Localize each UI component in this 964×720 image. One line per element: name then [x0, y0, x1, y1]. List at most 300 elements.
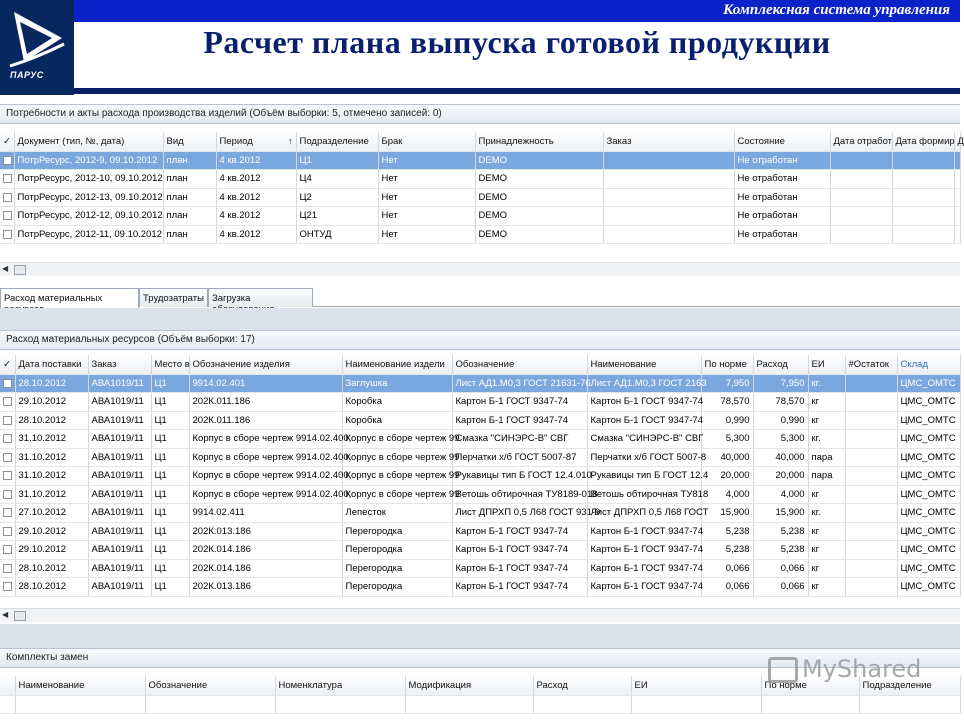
table-cell: Картон Б-1 ГОСТ 9347-74: [587, 522, 701, 541]
kits-col-header[interactable]: Номенклатура: [275, 676, 405, 695]
table-cell: DEMO: [475, 207, 603, 226]
table-row[interactable]: [0, 504, 960, 523]
slide-header: [0, 0, 960, 97]
table-cell: 0,066: [701, 578, 753, 597]
table-cell: 7,950: [701, 374, 753, 393]
row-checkbox[interactable]: [3, 156, 12, 165]
table-cell: Ц1: [151, 522, 189, 541]
row-checkbox[interactable]: [3, 397, 12, 406]
row-checkbox[interactable]: [3, 453, 12, 462]
table-cell: ЦМС_ОМТС: [897, 559, 960, 578]
row-checkbox[interactable]: [3, 434, 12, 443]
table-cell: [603, 151, 734, 170]
kits-panel-caption: Комплекты замен: [0, 648, 960, 668]
table-cell: [845, 374, 897, 393]
table-cell: кг.: [808, 504, 845, 523]
table-cell: 202К.011.186: [189, 393, 342, 412]
materials-header-row: [0, 355, 960, 374]
table-cell: Лист АД1.М0,3 ГОСТ 2163: [587, 374, 701, 393]
table-cell: 28.10.2012: [15, 578, 88, 597]
row-checkbox[interactable]: [3, 230, 12, 239]
table-cell: 9914.02.401: [189, 374, 342, 393]
needs-grid[interactable]: [0, 132, 964, 244]
table-cell: 0,990: [753, 411, 808, 430]
table-cell: 5,300: [701, 430, 753, 449]
table-row[interactable]: [0, 559, 960, 578]
row-checkbox[interactable]: [3, 379, 12, 388]
table-cell: 27.10.2012: [15, 504, 88, 523]
table-cell: Лист АД1.М0,3 ГОСТ 21631-76: [452, 374, 587, 393]
table-cell: [845, 393, 897, 412]
needs-col-header[interactable]: Состояние: [734, 132, 830, 151]
table-cell: АВА1019/11: [88, 522, 151, 541]
table-cell: Ц1: [296, 151, 378, 170]
table-cell: Ц1: [151, 430, 189, 449]
kits-col-header[interactable]: Наименование: [15, 676, 145, 695]
kits-col-header[interactable]: По норме: [761, 676, 859, 695]
kits-col-header[interactable]: Подразделение: [859, 676, 960, 695]
scroll-thumb[interactable]: [14, 265, 26, 275]
table-cell: ЦМС_ОМТС: [897, 411, 960, 430]
table-cell: 4 кв.2012: [216, 207, 296, 226]
materials-grid-body: [0, 374, 960, 596]
row-checkbox[interactable]: [3, 471, 12, 480]
table-cell: Не отработан: [734, 207, 830, 226]
needs-col-header[interactable]: Документ (тип, №, дата): [14, 132, 163, 151]
detail-tabs: [0, 288, 960, 307]
table-cell: Лепесток: [342, 504, 452, 523]
materials-col-header[interactable]: ЕИ: [808, 355, 845, 374]
table-cell: 31.10.2012: [15, 485, 88, 504]
table-row[interactable]: [0, 467, 960, 486]
slide-title: Расчет плана выпуска готовой продукции: [203, 24, 831, 60]
table-cell: 0,066: [753, 578, 808, 597]
table-cell: кг.: [808, 430, 845, 449]
table-cell: Картон Б-1 ГОСТ 9347-74: [452, 411, 587, 430]
table-cell: 202К.011.186: [189, 411, 342, 430]
needs-col-header[interactable]: Принадлежность: [475, 132, 603, 151]
row-checkbox-cell[interactable]: [0, 225, 14, 244]
table-cell: 28.10.2012: [15, 559, 88, 578]
table-cell: [892, 207, 954, 226]
table-cell: АВА1019/11: [88, 467, 151, 486]
table-cell: 202К.014.186: [189, 559, 342, 578]
table-cell: 202К.013.186: [189, 578, 342, 597]
scroll-thumb[interactable]: [14, 611, 26, 621]
table-cell: Нет: [378, 151, 475, 170]
table-cell: кг: [808, 541, 845, 560]
table-cell: АВА1019/11: [88, 430, 151, 449]
materials-col-header[interactable]: ✓: [0, 355, 15, 374]
table-row[interactable]: [0, 522, 960, 541]
table-cell: Ц1: [151, 559, 189, 578]
table-cell: Ц1: [151, 374, 189, 393]
table-cell: Ц1: [151, 393, 189, 412]
row-checkbox-cell[interactable]: [0, 151, 14, 170]
table-cell: Не отработан: [734, 170, 830, 189]
table-cell: [845, 411, 897, 430]
table-cell: [892, 225, 954, 244]
table-cell: 4 кв.2012: [216, 225, 296, 244]
table-cell: кг: [808, 522, 845, 541]
table-cell: [845, 541, 897, 560]
table-cell: кг: [808, 559, 845, 578]
table-cell: 0,066: [753, 559, 808, 578]
needs-col-header[interactable]: Д: [954, 132, 960, 151]
table-cell: кг: [808, 411, 845, 430]
needs-col-header[interactable]: Вид: [163, 132, 216, 151]
table-cell: ПотрРесурс, 2012-11, 09.10.2012: [14, 225, 163, 244]
row-checkbox-cell[interactable]: [0, 467, 15, 486]
table-cell: 4 кв.2012: [216, 170, 296, 189]
row-checkbox-cell[interactable]: [0, 411, 15, 430]
table-cell: 7,950: [753, 374, 808, 393]
row-checkbox-cell[interactable]: [0, 559, 15, 578]
table-cell: 40,000: [701, 448, 753, 467]
table-cell: 78,570: [701, 393, 753, 412]
table-cell: Коробка: [342, 393, 452, 412]
table-cell: 31.10.2012: [15, 467, 88, 486]
table-cell: [603, 225, 734, 244]
table-cell: Ц1: [151, 504, 189, 523]
table-row[interactable]: [0, 170, 960, 189]
table-cell: DEMO: [475, 151, 603, 170]
table-cell: план: [163, 207, 216, 226]
table-cell: ЦМС_ОМТС: [897, 393, 960, 412]
table-cell: 5,238: [701, 541, 753, 560]
table-cell: Не отработан: [734, 225, 830, 244]
parus-logo: [0, 0, 74, 95]
table-cell: [845, 559, 897, 578]
scroll-left-icon[interactable]: ◀: [2, 264, 9, 273]
table-cell: Корпус в сборе чертеж 9914.02.400,: [189, 467, 342, 486]
table-cell: ЦМС_ОМТС: [897, 467, 960, 486]
row-checkbox[interactable]: [3, 527, 12, 536]
table-row[interactable]: [0, 485, 960, 504]
materials-grid[interactable]: [0, 355, 961, 597]
table-cell: Перегородка: [342, 541, 452, 560]
table-cell: АВА1019/11: [88, 393, 151, 412]
table-cell: ЦМС_ОМТС: [897, 541, 960, 560]
table-cell: кг.: [808, 374, 845, 393]
table-cell: [954, 188, 960, 207]
table-cell: [892, 151, 954, 170]
table-cell: Картон Б-1 ГОСТ 9347-74: [587, 541, 701, 560]
table-cell: 29.10.2012: [15, 541, 88, 560]
table-cell: 15,900: [753, 504, 808, 523]
table-cell: Корпус в сборе чертеж 99: [342, 448, 452, 467]
materials-col-header[interactable]: Наименование: [587, 355, 701, 374]
needs-col-header[interactable]: ✓: [0, 132, 14, 151]
table-cell: [830, 170, 892, 189]
row-checkbox[interactable]: [3, 582, 12, 591]
table-row[interactable]: [0, 374, 960, 393]
table-cell: [954, 170, 960, 189]
scroll-left-icon[interactable]: ◀: [2, 610, 9, 619]
kits-select-header: [0, 676, 15, 695]
row-checkbox[interactable]: [3, 193, 12, 202]
table-cell: Лист ДПРХП 0,5 Л68 ГОСТ 931-9: [452, 504, 587, 523]
panel-spacer: [0, 308, 960, 330]
table-cell: 5,238: [753, 522, 808, 541]
table-cell: DEMO: [475, 170, 603, 189]
needs-col-header[interactable]: Брак: [378, 132, 475, 151]
table-cell: Корпус в сборе чертеж 9914.02.400,: [189, 448, 342, 467]
kits-col-header[interactable]: Обозначение: [145, 676, 275, 695]
table-cell: [845, 430, 897, 449]
table-cell: Не отработан: [734, 151, 830, 170]
table-cell: ПотрРесурс, 2012-13, 09.10.2012: [14, 188, 163, 207]
tab-labor[interactable]: Трудозатраты: [139, 288, 208, 307]
kits-empty-row: [0, 695, 960, 714]
table-cell: [845, 504, 897, 523]
table-cell: 40,000: [753, 448, 808, 467]
table-cell: ЦМС_ОМТС: [897, 448, 960, 467]
table-cell: Картон Б-1 ГОСТ 9347-74: [452, 559, 587, 578]
table-cell: [845, 578, 897, 597]
row-checkbox[interactable]: [3, 545, 12, 554]
table-row[interactable]: [0, 430, 960, 449]
materials-col-header[interactable]: Расход: [753, 355, 808, 374]
table-row[interactable]: [0, 393, 960, 412]
table-cell: план: [163, 170, 216, 189]
watermark-text: MyShared: [802, 655, 922, 683]
table-cell: Ц21: [296, 207, 378, 226]
table-cell: [845, 522, 897, 541]
row-checkbox-cell[interactable]: [0, 541, 15, 560]
row-checkbox-cell[interactable]: [0, 504, 15, 523]
table-cell: ПотрРесурс, 2012-12, 09.10.2012: [14, 207, 163, 226]
table-cell: Картон Б-1 ГОСТ 9347-74: [452, 578, 587, 597]
table-cell: [830, 207, 892, 226]
table-cell: пара: [808, 467, 845, 486]
table-cell: ОНТУД: [296, 225, 378, 244]
table-cell: 5,238: [701, 522, 753, 541]
table-cell: [845, 448, 897, 467]
needs-col-header[interactable]: Дата формир: [892, 132, 954, 151]
materials-col-header[interactable]: #Остаток: [845, 355, 897, 374]
row-checkbox-cell[interactable]: [0, 393, 15, 412]
watermark: [768, 655, 921, 683]
table-cell: [892, 188, 954, 207]
table-cell: 29.10.2012: [15, 522, 88, 541]
table-row[interactable]: [0, 448, 960, 467]
row-checkbox[interactable]: [3, 416, 12, 425]
table-cell: Перегородка: [342, 522, 452, 541]
table-cell: ЦМС_ОМТС: [897, 374, 960, 393]
header-subtitle: Комплексная система управления: [723, 2, 950, 18]
table-cell: ЦМС_ОМТС: [897, 485, 960, 504]
table-cell: 31.10.2012: [15, 448, 88, 467]
row-checkbox-cell[interactable]: [0, 188, 14, 207]
table-cell: ЦМС_ОМТС: [897, 578, 960, 597]
table-cell: 4,000: [753, 485, 808, 504]
table-cell: Ц1: [151, 467, 189, 486]
table-cell: план: [163, 225, 216, 244]
table-cell: 0,066: [701, 559, 753, 578]
table-cell: 28.10.2012: [15, 374, 88, 393]
table-cell: DEMO: [475, 225, 603, 244]
table-cell: [830, 188, 892, 207]
table-cell: пара: [808, 448, 845, 467]
row-checkbox-cell[interactable]: [0, 170, 14, 189]
table-cell: Нет: [378, 207, 475, 226]
tab-materials[interactable]: Расход материальных: [0, 288, 139, 308]
table-row[interactable]: [0, 411, 960, 430]
table-cell: Не отработан: [734, 188, 830, 207]
table-cell: Нет: [378, 170, 475, 189]
table-cell: Ц1: [151, 541, 189, 560]
row-checkbox[interactable]: [3, 211, 12, 220]
table-cell: DEMO: [475, 188, 603, 207]
table-cell: [954, 225, 960, 244]
table-cell: Корпус в сборе чертеж 9914.02.400,: [189, 430, 342, 449]
tab-equipment[interactable]: Загрузка: [208, 288, 313, 307]
row-checkbox-cell[interactable]: [0, 430, 15, 449]
table-cell: [954, 207, 960, 226]
table-cell: ЦМС_ОМТС: [897, 504, 960, 523]
sail-logo-icon: [0, 0, 74, 95]
table-row[interactable]: [0, 207, 960, 226]
materials-col-header[interactable]: Обозначение: [452, 355, 587, 374]
table-cell: [845, 485, 897, 504]
sort-asc-icon: ↑: [288, 135, 293, 146]
table-cell: Корпус в сборе чертеж 99: [342, 467, 452, 486]
materials-col-header[interactable]: Наименование издели: [342, 355, 452, 374]
table-cell: Рукавицы тип Б ГОСТ 12.4.010-: [452, 467, 587, 486]
row-checkbox[interactable]: [3, 174, 12, 183]
table-cell: Коробка: [342, 411, 452, 430]
needs-col-header[interactable]: Дата отработ: [830, 132, 892, 151]
table-cell: [603, 188, 734, 207]
table-cell: 28.10.2012: [15, 411, 88, 430]
kits-col-header[interactable]: Расход: [533, 676, 631, 695]
table-row[interactable]: [0, 151, 960, 170]
table-cell: 15,900: [701, 504, 753, 523]
table-cell: 202К.014.186: [189, 541, 342, 560]
table-cell: Картон Б-1 ГОСТ 9347-74: [587, 411, 701, 430]
materials-panel-caption: Расход материальных ресурсов (Объём выборки: 17): [0, 330, 960, 350]
table-cell: кг: [808, 578, 845, 597]
header-underline: [74, 88, 960, 94]
needs-hscrollbar[interactable]: [0, 262, 960, 276]
table-cell: [603, 170, 734, 189]
row-checkbox-cell[interactable]: [0, 448, 15, 467]
row-checkbox[interactable]: [3, 490, 12, 499]
row-checkbox-cell[interactable]: [0, 207, 14, 226]
table-cell: Картон Б-1 ГОСТ 9347-74: [452, 522, 587, 541]
table-cell: [603, 207, 734, 226]
table-cell: 20,000: [753, 467, 808, 486]
table-row[interactable]: [0, 541, 960, 560]
table-cell: Лист ДПРХП 0,5 Л68 ГОСТ: [587, 504, 701, 523]
table-cell: ПотрРесурс, 2012-10, 09.10.2012: [14, 170, 163, 189]
row-checkbox[interactable]: [3, 508, 12, 517]
materials-hscrollbar[interactable]: [0, 608, 960, 622]
table-row[interactable]: [0, 578, 960, 597]
needs-panel-caption: Потребности и акты расхода производства изделий (Объём выборки: 5, отмечено записей: 0): [0, 104, 960, 124]
table-cell: Перегородка: [342, 559, 452, 578]
table-cell: 4,000: [701, 485, 753, 504]
table-cell: [830, 225, 892, 244]
table-cell: 78,570: [753, 393, 808, 412]
table-cell: Картон Б-1 ГОСТ 9347-74: [452, 393, 587, 412]
table-cell: Ц1: [151, 448, 189, 467]
table-cell: АВА1019/11: [88, 485, 151, 504]
row-checkbox-cell[interactable]: [0, 578, 15, 597]
table-cell: ЦМС_ОМТС: [897, 430, 960, 449]
materials-col-header[interactable]: Склад: [897, 355, 960, 374]
row-checkbox-cell[interactable]: [0, 485, 15, 504]
table-cell: Нет: [378, 225, 475, 244]
table-cell: кг: [808, 393, 845, 412]
needs-col-header[interactable]: Заказ: [603, 132, 734, 151]
kits-col-header[interactable]: Модификация: [405, 676, 533, 695]
table-cell: АВА1019/11: [88, 559, 151, 578]
table-cell: АВА1019/11: [88, 411, 151, 430]
table-cell: ПотрРесурс, 2012-9, 09.10.2012: [14, 151, 163, 170]
materials-col-header[interactable]: Место в: [151, 355, 189, 374]
table-cell: кг: [808, 485, 845, 504]
table-cell: 4 кв.2012: [216, 151, 296, 170]
needs-col-header[interactable]: Подразделение: [296, 132, 378, 151]
table-cell: Ц1: [151, 411, 189, 430]
table-cell: АВА1019/11: [88, 374, 151, 393]
table-cell: АВА1019/11: [88, 541, 151, 560]
logo-text: ПАРУС: [10, 70, 44, 80]
table-cell: Картон Б-1 ГОСТ 9347-74: [587, 578, 701, 597]
row-checkbox-cell[interactable]: [0, 522, 15, 541]
table-cell: Перчатки х/б ГОСТ 5007-87: [452, 448, 587, 467]
table-cell: Нет: [378, 188, 475, 207]
table-cell: Корпус в сборе чертеж 99: [342, 485, 452, 504]
materials-col-header[interactable]: По норме: [701, 355, 753, 374]
table-cell: Картон Б-1 ГОСТ 9347-74: [452, 541, 587, 560]
panel-spacer: [0, 624, 960, 648]
table-cell: АВА1019/11: [88, 578, 151, 597]
table-cell: Смазка "СИНЭРС-В" СВГ: [452, 430, 587, 449]
table-cell: Картон Б-1 ГОСТ 9347-74: [587, 559, 701, 578]
table-row[interactable]: [0, 188, 960, 207]
table-cell: план: [163, 151, 216, 170]
row-checkbox-cell[interactable]: [0, 374, 15, 393]
table-row[interactable]: [0, 225, 960, 244]
kits-col-header[interactable]: ЕИ: [631, 676, 761, 695]
materials-col-header[interactable]: Обозначение изделия: [189, 355, 342, 374]
table-cell: 9914.02.411: [189, 504, 342, 523]
table-cell: Ц1: [151, 578, 189, 597]
table-cell: 0,990: [701, 411, 753, 430]
table-cell: АВА1019/11: [88, 504, 151, 523]
table-cell: 202К.013.186: [189, 522, 342, 541]
table-cell: 31.10.2012: [15, 430, 88, 449]
table-cell: [892, 170, 954, 189]
table-cell: 5,238: [753, 541, 808, 560]
materials-col-header[interactable]: Дата поставки: [15, 355, 88, 374]
row-checkbox[interactable]: [3, 564, 12, 573]
needs-col-header[interactable]: Период ↑: [216, 132, 296, 151]
table-cell: Рукавицы тип Б ГОСТ 12.4: [587, 467, 701, 486]
header-band: [74, 0, 960, 22]
projector-icon: [768, 657, 798, 683]
table-cell: [954, 151, 960, 170]
table-cell: Ц2: [296, 188, 378, 207]
table-cell: Смазка "СИНЭРС-В" СВГ: [587, 430, 701, 449]
table-cell: АВА1019/11: [88, 448, 151, 467]
table-cell: 4 кв.2012: [216, 188, 296, 207]
materials-col-header[interactable]: Заказ: [88, 355, 151, 374]
needs-header-row: [0, 132, 960, 151]
